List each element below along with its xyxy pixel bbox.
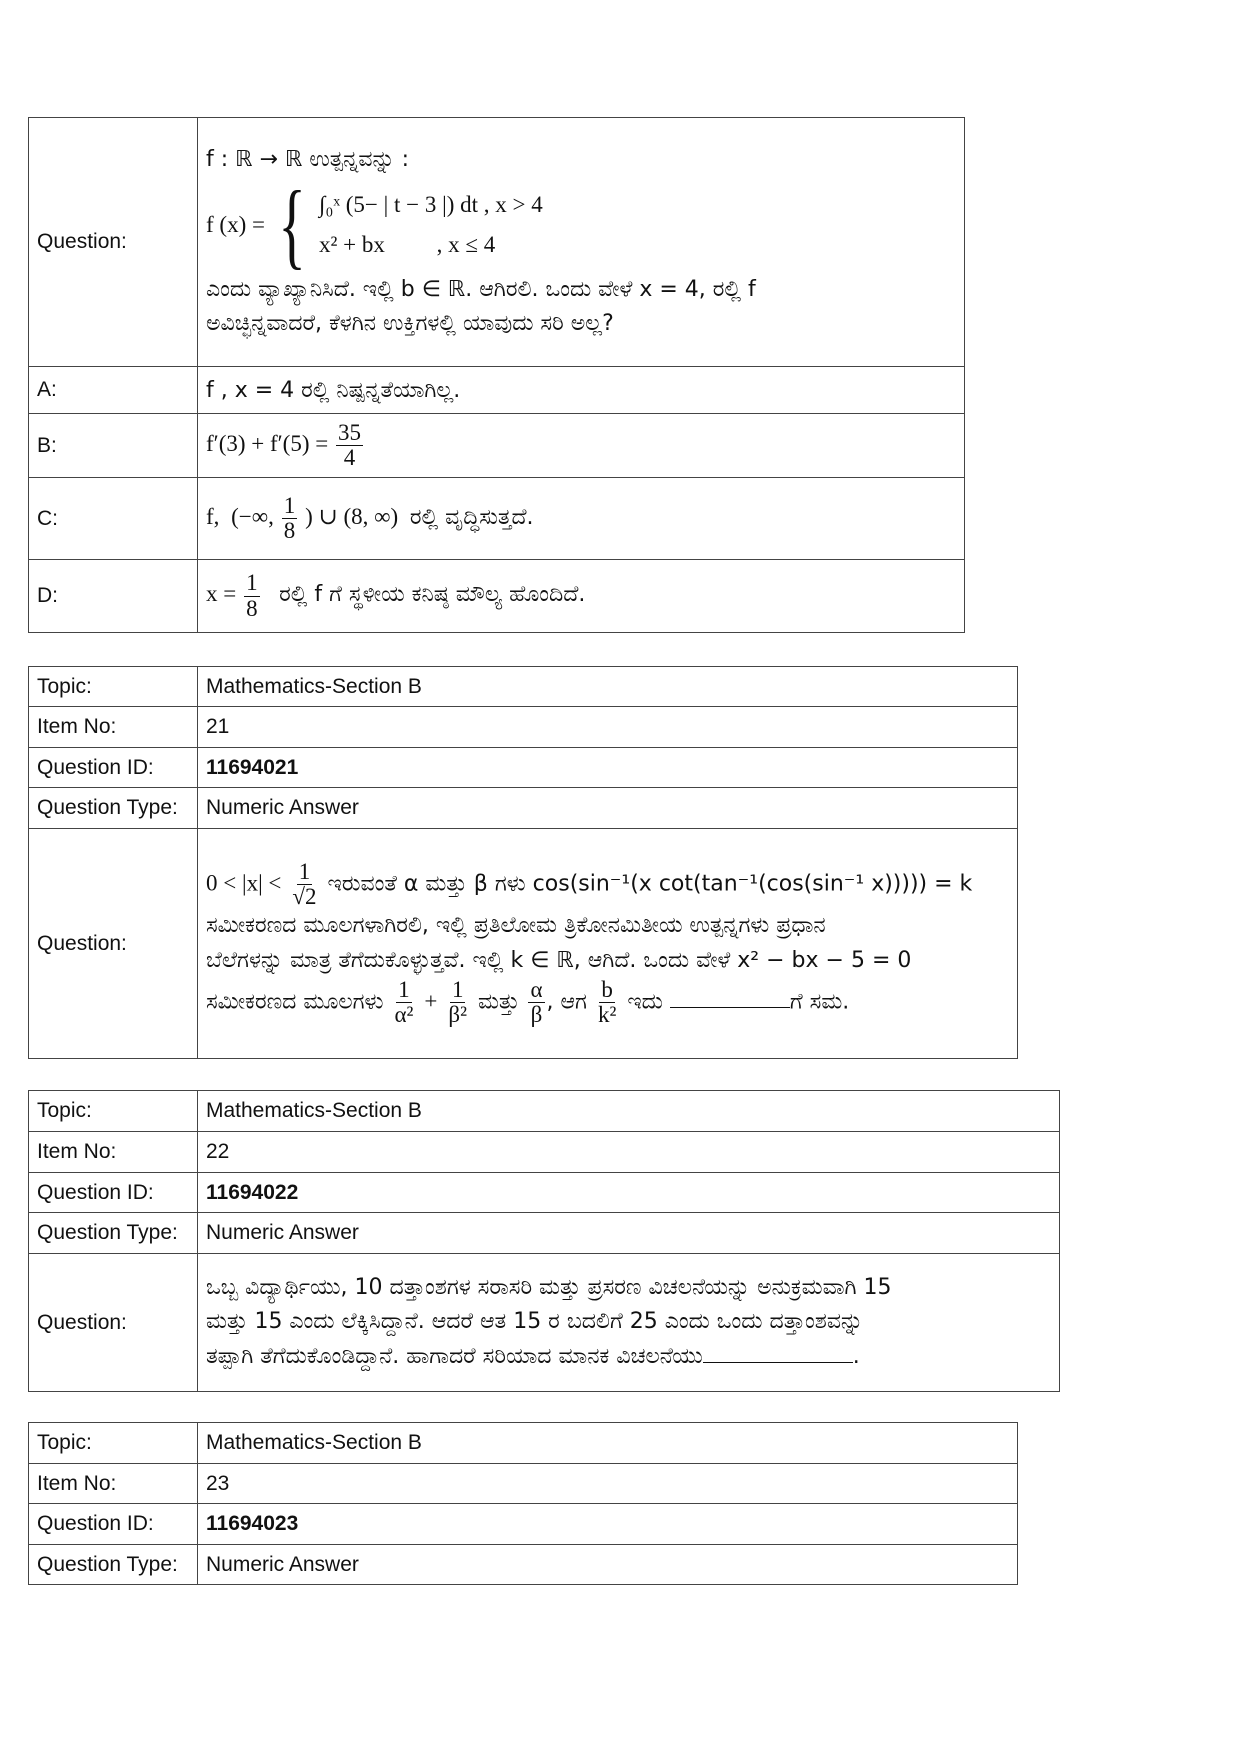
fraction-numerator: α [530, 976, 543, 1002]
line-4-mid-2: , ಆಗ [546, 989, 587, 1015]
question-label: Question: [29, 829, 198, 1059]
question-body [198, 1254, 1060, 1392]
piecewise-cases [319, 192, 543, 258]
question-type-label: Question Type: [29, 1213, 198, 1254]
question-table-23 [28, 1422, 1018, 1585]
inequality-fraction [290, 860, 318, 909]
question-type-value: Numeric Answer [198, 1545, 1018, 1585]
case-2 [319, 232, 543, 258]
line-4-tail: ಇದು [627, 989, 663, 1015]
option-c-body [198, 478, 965, 560]
fraction-denominator: 8 [283, 518, 296, 543]
item-label: Item No: [29, 707, 198, 748]
plus-sign: + [424, 988, 438, 1014]
option-c-interval-close: ) ∪ (8, ∞) [305, 504, 399, 530]
question-line-1 [206, 860, 1009, 909]
fraction-b-over-k-sq [596, 978, 618, 1027]
question-label: Question: [29, 118, 198, 367]
question-line-3: ಬೆಲೆಗಳನ್ನು ಮಾತ್ರ ತೆಗೆದುಕೊಳ್ಳುತ್ತವೆ. ಇಲ್ಲಿ k ∈ ℝ, ಆಗಿದೆ. ಒಂದು ವೇಳೆ x² − bx − 5 = 0 [206, 947, 912, 973]
fraction-denominator: √2 [292, 884, 317, 910]
option-c-tail: ರಲ್ಲಿ ವೃದ್ಧಿಸುತ್ತದೆ. [409, 505, 534, 531]
fraction-denominator: k² [597, 1001, 617, 1027]
option-d-tail: ರಲ್ಲಿ f ಗೆ ಸ್ಥಳೀಯ ಕನಿಷ್ಠ ಮೌಲ್ಯ ಹೊಂದಿದೆ. [279, 582, 586, 608]
question-table-22 [28, 1090, 1060, 1392]
item-value: 23 [198, 1464, 1018, 1504]
line-4-end: ಗೆ ಸಮ. [789, 989, 850, 1015]
answer-blank [703, 1344, 853, 1363]
fraction-numerator: 1 [398, 976, 410, 1002]
question-table-21 [28, 666, 1018, 1059]
inequality-pre: 0 < |x| < [206, 870, 282, 896]
question-line-2: ಮತ್ತು 15 ಎಂದು ಲೆಕ್ಕಿಸಿದ್ದಾನೆ. ಆದರೆ ಆತ 15 ರ ಬದಲಿಗೆ 25 ಎಂದು ಒಂದು ದತ್ತಾಂಶವನ್ನು [206, 1309, 864, 1335]
question-line-2: ಸಮೀಕರಣದ ಮೂಲಗಳಾಗಿರಲಿ, ಇಲ್ಲಿ ಪ್ರತಿಲೋಮ ತ್ರಿಕೋನಮಿತೀಯ ಉತ್ಪನ್ನಗಳು ಪ್ರಧಾನ [206, 913, 826, 939]
topic-value: Mathematics-Section B [198, 1091, 1060, 1132]
question-line-3-text: ತಪ್ಪಾಗಿ ತೆಗೆದುಕೊಂಡಿದ್ದಾನೆ. ಹಾಗಾದರೆ ಸರಿಯಾದ ಮಾನಕ ವಿಚಲನೆಯು [206, 1343, 703, 1369]
option-c-label: C: [29, 478, 198, 560]
option-b-body [198, 414, 965, 478]
fraction-numerator: 1 [283, 492, 296, 518]
question-id-label: Question ID: [29, 1173, 198, 1213]
item-value: 22 [198, 1132, 1060, 1173]
topic-value: Mathematics-Section B [198, 1423, 1018, 1464]
piecewise-function [206, 170, 543, 278]
option-d-fraction [244, 571, 260, 620]
case-2-expr: x² + bx [319, 231, 385, 257]
option-d-pre: x = [206, 581, 237, 607]
option-a-label: A: [29, 367, 198, 414]
item-label: Item No: [29, 1132, 198, 1173]
question-type-value: Numeric Answer [198, 1213, 1060, 1254]
function-lhs: f (x) = [206, 211, 265, 237]
question-line-4 [206, 978, 1009, 1027]
question-table-20 [28, 117, 965, 633]
topic-label: Topic: [29, 1091, 198, 1132]
topic-label: Topic: [29, 667, 198, 707]
item-label: Item No: [29, 1464, 198, 1504]
case-1 [319, 192, 543, 218]
option-c-interval-open: (−∞, [231, 504, 274, 530]
fraction-denominator: β² [448, 1001, 467, 1027]
question-body [198, 118, 965, 367]
question-id-value: 11694022 [198, 1173, 1060, 1213]
question-body [198, 829, 1018, 1059]
case-2-cond: , x ≤ 4 [436, 231, 496, 257]
option-d-body [198, 560, 965, 633]
question-line-1: ಒಬ್ಬ ವಿದ್ಯಾರ್ಥಿಯು, 10 ದತ್ತಾಂಶಗಳ ಸರಾಸರಿ ಮತ್ತು ಪ್ರಸರಣ ವಿಚಲನೆಯನ್ನು ಅನುಕ್ರಮವಾಗಿ 15 [206, 1275, 892, 1301]
question-type-label: Question Type: [29, 1545, 198, 1585]
option-b-label: B: [29, 414, 198, 478]
question-label: Question: [29, 1254, 198, 1392]
question-id-value: 11694023 [198, 1504, 1018, 1545]
question-id-value: 11694021 [198, 748, 1018, 788]
answer-blank [670, 989, 790, 1008]
brace-symbol: { [278, 170, 306, 278]
fraction-alpha-over-beta [528, 978, 544, 1027]
fraction-numerator: b [601, 976, 613, 1002]
fraction-1-over-beta-sq [446, 978, 469, 1027]
topic-value: Mathematics-Section B [198, 667, 1018, 707]
fraction-numerator: 1 [451, 976, 464, 1002]
option-c-pre: f, [206, 504, 220, 530]
question-tail-1: ಎಂದು ವ್ಯಾಖ್ಯಾನಿಸಿದೆ. ಇಲ್ಲಿ b ∈ ℝ. ಆಗಿರಲಿ. ಒಂದು ವೇಳೆ x = 4, ರಲ್ಲಿ f [206, 276, 756, 302]
item-value: 21 [198, 707, 1018, 748]
topic-label: Topic: [29, 1423, 198, 1464]
option-b-lhs: f′(3) + f′(5) = [206, 430, 329, 456]
option-c-fraction [282, 494, 298, 543]
fraction-numerator: 1 [298, 859, 311, 885]
question-line-3-end: . [852, 1343, 860, 1369]
question-line-1-tail: ಇರುವಂತೆ α ಮತ್ತು β ಗಳು cos(sin⁻¹(x cot(tan⁻¹(cos(sin⁻¹ x))))) = k [327, 871, 973, 897]
line-4-mid: ಮತ್ತು [478, 989, 520, 1015]
option-d-label: D: [29, 560, 198, 633]
case-1-expr: ∫₀ˣ (5− | t − 3 |) dt , [319, 191, 490, 217]
fraction-denominator: 4 [343, 445, 356, 470]
fraction-1-over-alpha-sq [392, 978, 415, 1027]
question-id-label: Question ID: [29, 748, 198, 788]
option-b-fraction [336, 421, 363, 470]
question-type-label: Question Type: [29, 788, 198, 829]
question-tail-2: ಅವಿಚ್ಛಿನ್ನವಾದರೆ, ಕೆಳಗಿನ ಉಕ್ತಿಗಳಲ್ಲಿ ಯಾವುದು ಸರಿ ಅಲ್ಲ? [206, 311, 614, 337]
case-1-cond: x > 4 [495, 191, 543, 217]
option-a-text: f , x = 4 ರಲ್ಲಿ ನಿಷ್ಪನ್ನತೆಯಾಗಿಲ್ಲ. [198, 367, 965, 414]
fraction-numerator: 1 [246, 570, 258, 596]
fraction-denominator: α² [394, 1001, 414, 1027]
question-type-value: Numeric Answer [198, 788, 1018, 829]
fraction-denominator: 8 [246, 595, 258, 621]
question-line-3 [206, 1340, 1051, 1374]
line-4-pre: ಸಮೀಕರಣದ ಮೂಲಗಳು [206, 989, 384, 1015]
fraction-denominator: β [530, 1001, 543, 1027]
question-id-label: Question ID: [29, 1504, 198, 1545]
fraction-numerator: 35 [337, 419, 361, 445]
question-intro: f : ℝ → ℝ ಉತ್ಪನ್ನವನ್ನು : [206, 146, 410, 172]
